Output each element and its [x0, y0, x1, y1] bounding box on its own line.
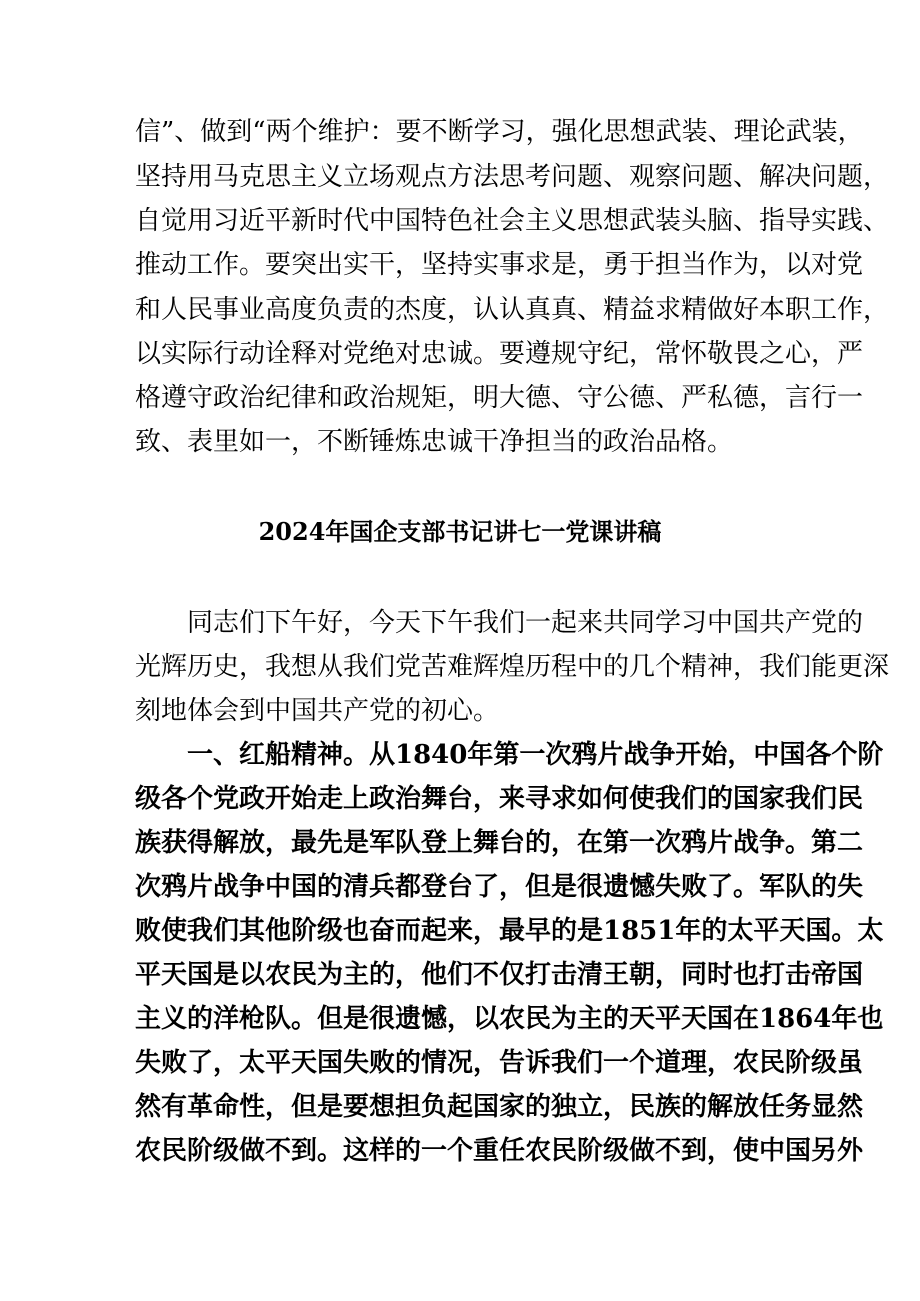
- paragraph-line: 格遵守政治纪律和政治规矩，明大德、守公德、严私德，言行一: [135, 383, 864, 413]
- paragraph-line: 信”、做到“两个维护：要不断学习，强化思想武装、理论武装，: [135, 117, 864, 147]
- section-title: 2024年国企支部书记讲七一党课讲稿: [258, 517, 662, 546]
- bold-paragraph-line: 平天国是以农民为主的，他们不仅打击清王朝，同时也打击帝国: [135, 960, 864, 990]
- bold-paragraph-line: 败使我们其他阶级也奋而起来，最早的是1851年的太平天国。太: [135, 916, 884, 946]
- bold-paragraph-line: 族获得解放，最先是军队登上舞台的，在第一次鸦片战争。第二: [135, 828, 864, 858]
- bold-paragraph-line: 然有革命性，但是要想担负起国家的独立，民族的解放任务显然: [135, 1092, 864, 1122]
- bold-paragraph-line: 主义的洋枪队。但是很遗憾，以农民为主的天平天国在1864年也: [135, 1004, 884, 1034]
- paragraph-line: 推动工作。要突出实干，坚持实事求是，勇于担当作为，以对党: [135, 250, 864, 280]
- bold-paragraph-line: 一、红船精神。从1840年第一次鸦片战争开始，中国各个阶: [187, 740, 884, 770]
- paragraph-line: 以实际行动诠释对党绝对忠诚。要遵规守纪，常怀敬畏之心，严: [135, 339, 864, 369]
- paragraph-line: 坚持用马克思主义立场观点方法思考问题、观察问题、解决问题，: [135, 162, 890, 192]
- bold-paragraph-line: 农民阶级做不到。这样的一个重任农民阶级做不到，使中国另外: [135, 1136, 864, 1166]
- paragraph-line: 致、表里如一，不断锤炼忠诚干净担当的政治品格。: [135, 427, 734, 457]
- bold-paragraph-line: 级各个党政开始走上政治舞台，来寻求如何使我们的国家我们民: [135, 784, 864, 814]
- bold-paragraph-line: 次鸦片战争中国的清兵都登台了，但是很遗憾失败了。军队的失: [135, 872, 864, 902]
- intro-line: 光辉历史，我想从我们党苦难辉煌历程中的几个精神，我们能更深: [135, 652, 890, 682]
- intro-line: 刻地体会到中国共产党的初心。: [135, 696, 500, 726]
- intro-line: 同志们下午好，今天下午我们一起来共同学习中国共产党的: [187, 608, 864, 638]
- paragraph-line: 和人民事业高度负责的杰度，认认真真、精益求精做好本职工作，: [135, 295, 890, 325]
- paragraph-line: 自觉用习近平新时代中国特色社会主义思想武装头脑、指导实践、: [135, 206, 890, 236]
- bold-paragraph-line: 失败了，太平天国失败的情况，告诉我们一个道理，农民阶级虽: [135, 1048, 864, 1078]
